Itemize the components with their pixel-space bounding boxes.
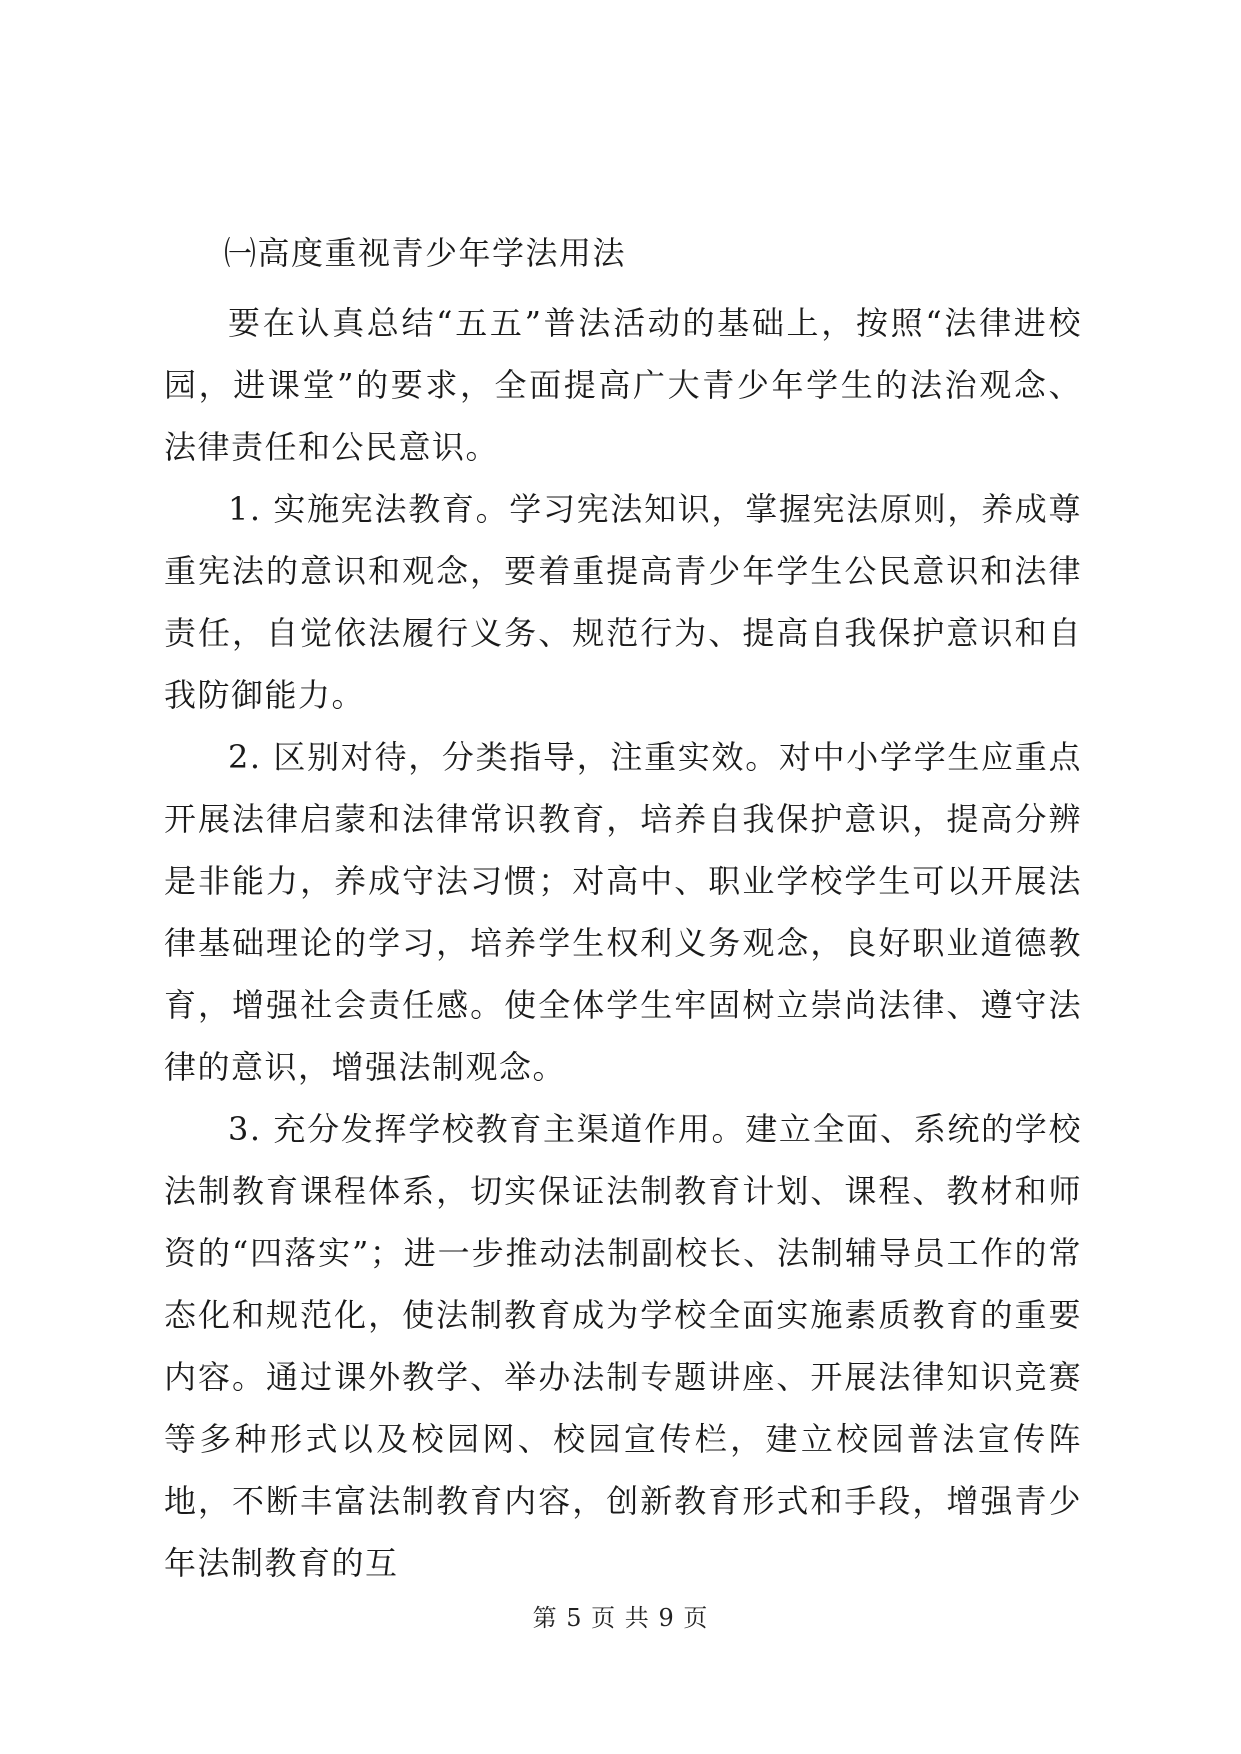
page-number-footer: 第 5 页 共 9 页 <box>532 1604 709 1632</box>
paragraph-item-1: 1. 实施宪法教育。学习宪法知识，掌握宪法原则，养成尊重宪法的意识和观念，要着重提高青少年学生公民意识和法律责任，自觉依法履行义务、规范行为、提高自我保护意识和自我防御能力。 <box>164 490 1082 714</box>
paragraph-intro: 要在认真总结“五五”普法活动的基础上，按照“法律进校园，进课堂”的要求，全面提高广大青少年学生的法治观念、法律责任和公民意识。 <box>164 304 1082 466</box>
paragraph-item-2: 2. 区别对待，分类指导，注重实效。对中小学学生应重点开展法律启蒙和法律常识教育，培养自我保护意识，提高分辨是非能力，养成守法习惯；对高中、职业学校学生可以开展法律基础理论的学习，培养学生权利义务观念，良好职业道德教育，增强社会责任感。使全体学生牢固树立崇尚法律、遵守法律的意识，增强法制观念。 <box>164 738 1082 1086</box>
document-body <box>164 222 1082 1594</box>
paragraph-item-3: 3. 充分发挥学校教育主渠道作用。建立全面、系统的学校法制教育课程体系，切实保证法制教育计划、课程、教材和师资的“四落实”；进一步推动法制副校长、法制辅导员工作的常态化和规范化，使法制教育成为学校全面实施素质教育的重要内容。通过课外教学、举办法制专题讲座、开展法律知识竞赛等多种形式以及校园网、校园宣传栏，建立校园普法宣传阵地，不断丰富法制教育内容，创新教育形式和手段，增强青少年法制教育的互 <box>164 1110 1082 1582</box>
section-heading: ㈠高度重视青少年学法用法 <box>224 234 627 272</box>
